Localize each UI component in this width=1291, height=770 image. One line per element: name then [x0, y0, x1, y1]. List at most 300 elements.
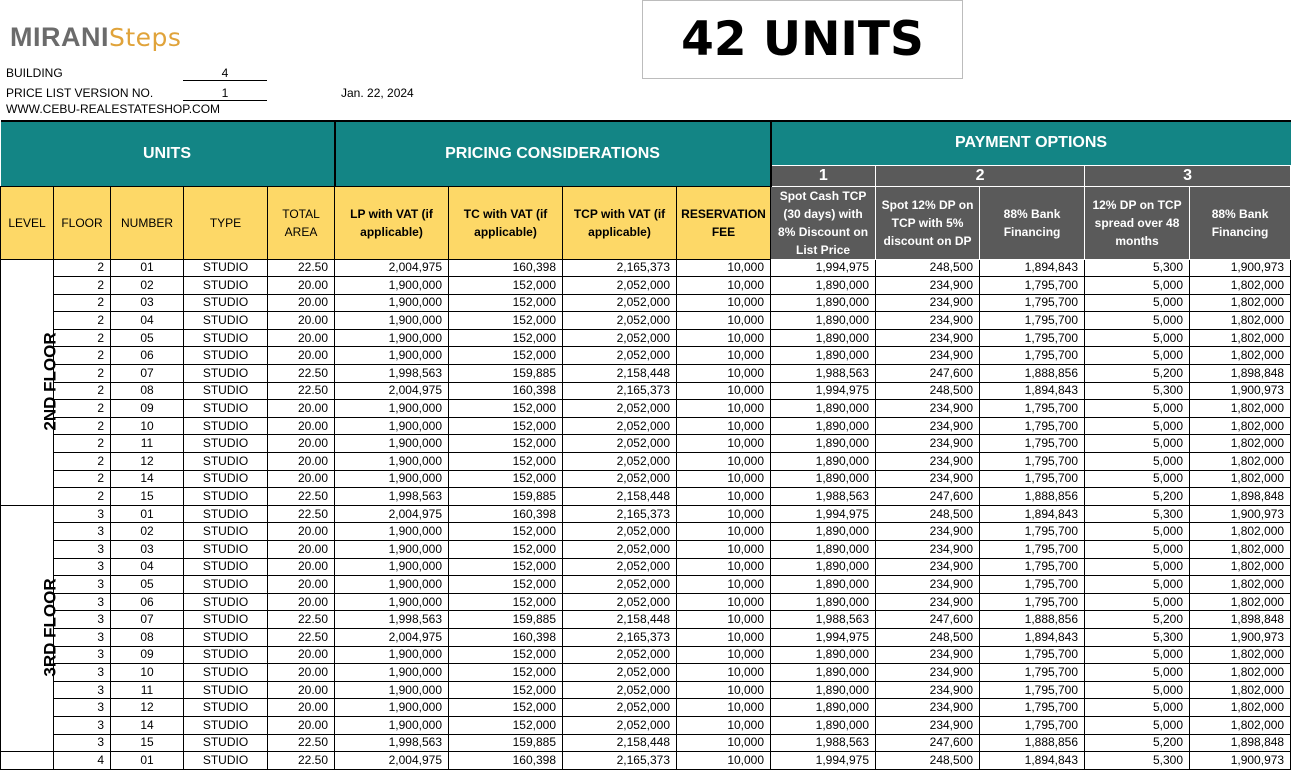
table-cell: STUDIO: [184, 347, 268, 365]
table-cell: 01: [111, 505, 184, 523]
col-bank-financing-2: 88% Bank Financing: [980, 186, 1085, 259]
table-cell: 5,000: [1085, 400, 1190, 418]
table-cell: 1,994,975: [771, 752, 876, 770]
units-total: 42 UNITS: [642, 0, 963, 79]
table-cell: 5,200: [1085, 611, 1190, 629]
table-cell: 160,398: [449, 628, 563, 646]
table-cell: 2: [54, 453, 111, 471]
table-row: [1, 752, 1291, 770]
table-cell: STUDIO: [184, 541, 268, 559]
table-cell: 1,802,000: [1190, 541, 1291, 559]
table-cell: 03: [111, 294, 184, 312]
table-cell: 10,000: [677, 664, 771, 682]
col-total-area: TOTAL AREA: [268, 186, 335, 259]
table-cell: 5,000: [1085, 329, 1190, 347]
table-cell: 2,052,000: [563, 716, 677, 734]
table-cell: 1,898,848: [1190, 488, 1291, 506]
table-cell: STUDIO: [184, 558, 268, 576]
table-cell: 1,888,856: [980, 365, 1085, 383]
table-row: [1, 576, 1291, 594]
table-cell: 08: [111, 628, 184, 646]
table-cell: 1,900,000: [335, 347, 449, 365]
table-cell: 1,795,700: [980, 329, 1085, 347]
table-cell: STUDIO: [184, 400, 268, 418]
table-cell: 5,300: [1085, 505, 1190, 523]
table-cell: 04: [111, 558, 184, 576]
table-cell: STUDIO: [184, 734, 268, 752]
table-cell: 3: [54, 664, 111, 682]
table-cell: 152,000: [449, 453, 563, 471]
table-cell: STUDIO: [184, 435, 268, 453]
table-cell: 12: [111, 699, 184, 717]
table-cell: 5,000: [1085, 470, 1190, 488]
table-cell: 10,000: [677, 277, 771, 295]
table-cell: 1,890,000: [771, 453, 876, 471]
table-cell: 22.50: [268, 259, 335, 277]
table-cell: 22.50: [268, 752, 335, 770]
table-cell: 14: [111, 470, 184, 488]
table-cell: 1,900,000: [335, 417, 449, 435]
table-row: [1, 312, 1291, 330]
table-cell: 10,000: [677, 382, 771, 400]
table-cell: STUDIO: [184, 417, 268, 435]
table-cell: 234,900: [876, 576, 980, 594]
table-cell: 1,802,000: [1190, 646, 1291, 664]
table-cell: 2,052,000: [563, 435, 677, 453]
table-cell: 1,900,000: [335, 699, 449, 717]
table-cell: 1,890,000: [771, 312, 876, 330]
table-cell: STUDIO: [184, 488, 268, 506]
table-cell: 1,900,000: [335, 593, 449, 611]
table-row: [1, 664, 1291, 682]
table-row: [1, 470, 1291, 488]
table-cell: 1,795,700: [980, 347, 1085, 365]
table-cell: 20.00: [268, 681, 335, 699]
table-cell: 1,802,000: [1190, 576, 1291, 594]
table-cell: 10,000: [677, 541, 771, 559]
table-cell: 1,988,563: [771, 365, 876, 383]
table-cell: 5,000: [1085, 593, 1190, 611]
table-cell: 2,052,000: [563, 681, 677, 699]
table-cell: 5,000: [1085, 699, 1190, 717]
table-cell: 1,795,700: [980, 593, 1085, 611]
table-cell: 1,802,000: [1190, 593, 1291, 611]
website-link[interactable]: WWW.CEBU-REALESTATESHOP.COM: [6, 102, 221, 116]
table-cell: 12: [111, 453, 184, 471]
table-cell: 06: [111, 347, 184, 365]
table-cell: 10,000: [677, 329, 771, 347]
table-cell: 10,000: [677, 716, 771, 734]
table-row: [1, 382, 1291, 400]
table-cell: 5,000: [1085, 453, 1190, 471]
table-cell: 247,600: [876, 734, 980, 752]
col-tc-vat: TC with VAT (if applicable): [449, 186, 563, 259]
table-cell: 2,052,000: [563, 699, 677, 717]
table-cell: 152,000: [449, 593, 563, 611]
table-cell: 10,000: [677, 435, 771, 453]
table-cell: 10,000: [677, 611, 771, 629]
table-cell: 1,802,000: [1190, 558, 1291, 576]
table-cell: 1,795,700: [980, 699, 1085, 717]
version-label: PRICE LIST VERSION NO.: [6, 86, 154, 100]
table-cell: 20.00: [268, 400, 335, 418]
building-value: 4: [183, 66, 267, 81]
table-cell: 152,000: [449, 646, 563, 664]
table-cell: 1,890,000: [771, 523, 876, 541]
table-cell: 20.00: [268, 664, 335, 682]
table-cell: 152,000: [449, 664, 563, 682]
table-cell: 1,994,975: [771, 382, 876, 400]
table-cell: 3: [54, 716, 111, 734]
table-cell: 160,398: [449, 505, 563, 523]
table-cell: 22.50: [268, 365, 335, 383]
table-cell: 1,890,000: [771, 470, 876, 488]
level-cell: [1, 259, 60, 505]
table-cell: 10,000: [677, 734, 771, 752]
table-cell: 2,052,000: [563, 523, 677, 541]
table-cell: 1,890,000: [771, 576, 876, 594]
table-cell: 234,900: [876, 312, 980, 330]
table-cell: 09: [111, 646, 184, 664]
table-cell: 5,000: [1085, 716, 1190, 734]
table-cell: 10,000: [677, 681, 771, 699]
table-cell: 1,900,973: [1190, 752, 1291, 770]
table-cell: 5,000: [1085, 523, 1190, 541]
table-cell: 1,795,700: [980, 681, 1085, 699]
table-cell: 1,900,973: [1190, 628, 1291, 646]
table-cell: 3: [54, 523, 111, 541]
col-type: TYPE: [184, 186, 268, 259]
col-spot-dp: Spot 12% DP on TCP with 5% discount on DP: [876, 186, 980, 259]
table-cell: 2,004,975: [335, 259, 449, 277]
table-cell: 5,000: [1085, 277, 1190, 295]
table-cell: 1,888,856: [980, 488, 1085, 506]
table-row: [1, 329, 1291, 347]
table-cell: 234,900: [876, 541, 980, 559]
table-row: [1, 646, 1291, 664]
table-cell: 234,900: [876, 646, 980, 664]
table-cell: 234,900: [876, 294, 980, 312]
table-cell: 234,900: [876, 699, 980, 717]
table-cell: 152,000: [449, 716, 563, 734]
table-cell: 10,000: [677, 488, 771, 506]
table-cell: 152,000: [449, 312, 563, 330]
table-cell: 1,795,700: [980, 541, 1085, 559]
table-cell: 159,885: [449, 611, 563, 629]
table-cell: 1,890,000: [771, 593, 876, 611]
table-cell: STUDIO: [184, 576, 268, 594]
table-cell: 07: [111, 365, 184, 383]
table-cell: 20.00: [268, 558, 335, 576]
table-cell: 5,000: [1085, 664, 1190, 682]
table-cell: 1,898,848: [1190, 365, 1291, 383]
table-row: [1, 558, 1291, 576]
table-cell: STUDIO: [184, 453, 268, 471]
col-lp-vat: LP with VAT (if applicable): [335, 186, 449, 259]
table-cell: 5,000: [1085, 541, 1190, 559]
table-cell: 2,052,000: [563, 541, 677, 559]
table-row: [1, 541, 1291, 559]
table-cell: 20.00: [268, 470, 335, 488]
table-cell: STUDIO: [184, 470, 268, 488]
table-cell: 1,994,975: [771, 505, 876, 523]
table-cell: 1,900,000: [335, 681, 449, 699]
table-cell: 22.50: [268, 628, 335, 646]
table-cell: 5,300: [1085, 752, 1190, 770]
table-cell: 10,000: [677, 699, 771, 717]
table-cell: 3: [54, 628, 111, 646]
table-cell: 2: [54, 435, 111, 453]
table-cell: 20.00: [268, 277, 335, 295]
table-cell: STUDIO: [184, 312, 268, 330]
table-cell: 11: [111, 681, 184, 699]
table-cell: 5,000: [1085, 646, 1190, 664]
table-cell: STUDIO: [184, 699, 268, 717]
table-cell: 5,300: [1085, 382, 1190, 400]
table-cell: 02: [111, 277, 184, 295]
table-cell: 1,802,000: [1190, 716, 1291, 734]
table-cell: 10,000: [677, 417, 771, 435]
table-cell: 1,795,700: [980, 716, 1085, 734]
table-cell: 234,900: [876, 470, 980, 488]
table-cell: 1,998,563: [335, 734, 449, 752]
table-cell: 22.50: [268, 488, 335, 506]
table-cell: 1,894,843: [980, 382, 1085, 400]
table-cell: 234,900: [876, 435, 980, 453]
table-cell: 1,795,700: [980, 400, 1085, 418]
table-cell: 06: [111, 593, 184, 611]
table-row: [1, 505, 1291, 523]
table-cell: 248,500: [876, 505, 980, 523]
table-cell: 160,398: [449, 382, 563, 400]
table-cell: 5,000: [1085, 558, 1190, 576]
table-cell: 2,004,975: [335, 628, 449, 646]
table-cell: 1,988,563: [771, 611, 876, 629]
table-row: [1, 347, 1291, 365]
table-cell: 20.00: [268, 294, 335, 312]
col-reservation-fee: RESERVATION FEE: [677, 186, 771, 259]
logo-sub: Steps: [109, 23, 182, 52]
table-cell: 2,004,975: [335, 505, 449, 523]
table-cell: 2: [54, 277, 111, 295]
table-cell: STUDIO: [184, 329, 268, 347]
table-cell: 1,890,000: [771, 541, 876, 559]
table-cell: 10,000: [677, 505, 771, 523]
table-cell: 10,000: [677, 576, 771, 594]
table-cell: 1,900,000: [335, 453, 449, 471]
option-number-1: 1: [771, 165, 876, 186]
table-cell: 5,000: [1085, 681, 1190, 699]
table-cell: 1,900,000: [335, 576, 449, 594]
table-cell: STUDIO: [184, 716, 268, 734]
table-cell: 22.50: [268, 382, 335, 400]
table-cell: 2: [54, 365, 111, 383]
table-cell: 234,900: [876, 417, 980, 435]
table-cell: 01: [111, 259, 184, 277]
table-cell: 22.50: [268, 505, 335, 523]
table-cell: 2,052,000: [563, 417, 677, 435]
table-row: [1, 523, 1291, 541]
table-cell: 247,600: [876, 611, 980, 629]
table-cell: 1,900,973: [1190, 382, 1291, 400]
table-cell: 1,890,000: [771, 417, 876, 435]
table-cell: 1,890,000: [771, 400, 876, 418]
table-cell: 1,888,856: [980, 611, 1085, 629]
table-cell: 5,000: [1085, 347, 1190, 365]
table-cell: STUDIO: [184, 365, 268, 383]
group-pricing: PRICING CONSIDERATIONS: [335, 121, 771, 186]
level-cell: [1, 752, 54, 770]
table-cell: 1,802,000: [1190, 312, 1291, 330]
table-row: [1, 681, 1291, 699]
table-cell: 05: [111, 576, 184, 594]
table-cell: 2: [54, 259, 111, 277]
table-cell: 2,165,373: [563, 505, 677, 523]
table-cell: 1,894,843: [980, 259, 1085, 277]
table-cell: 248,500: [876, 628, 980, 646]
table-cell: 10,000: [677, 593, 771, 611]
table-cell: 22.50: [268, 611, 335, 629]
table-cell: 2,158,448: [563, 488, 677, 506]
table-cell: 20.00: [268, 347, 335, 365]
table-row: [1, 628, 1291, 646]
table-cell: 5,200: [1085, 488, 1190, 506]
table-cell: 08: [111, 382, 184, 400]
table-cell: 5,000: [1085, 435, 1190, 453]
table-cell: 2,052,000: [563, 470, 677, 488]
table-cell: 1,994,975: [771, 259, 876, 277]
table-cell: 159,885: [449, 734, 563, 752]
table-row: [1, 259, 1291, 277]
table-cell: 1,802,000: [1190, 400, 1291, 418]
table-cell: 152,000: [449, 417, 563, 435]
table-cell: 3: [54, 541, 111, 559]
table-cell: 3: [54, 734, 111, 752]
table-cell: 1,802,000: [1190, 453, 1291, 471]
table-cell: 2,052,000: [563, 329, 677, 347]
table-cell: 2,052,000: [563, 400, 677, 418]
table-cell: 10: [111, 664, 184, 682]
table-cell: 234,900: [876, 453, 980, 471]
table-cell: 152,000: [449, 541, 563, 559]
table-cell: STUDIO: [184, 523, 268, 541]
table-cell: 3: [54, 576, 111, 594]
table-cell: 10,000: [677, 259, 771, 277]
table-cell: 1,802,000: [1190, 347, 1291, 365]
table-cell: 1,894,843: [980, 505, 1085, 523]
table-cell: 10,000: [677, 628, 771, 646]
table-cell: 1,900,000: [335, 646, 449, 664]
table-cell: 1,802,000: [1190, 523, 1291, 541]
table-cell: 1,894,843: [980, 752, 1085, 770]
table-cell: 10: [111, 417, 184, 435]
table-cell: 5,200: [1085, 365, 1190, 383]
table-row: [1, 277, 1291, 295]
version-value: 1: [183, 86, 267, 101]
col-dp-48-months: 12% DP on TCP spread over 48 months: [1085, 186, 1190, 259]
table-cell: 160,398: [449, 752, 563, 770]
table-cell: 20.00: [268, 435, 335, 453]
table-cell: 234,900: [876, 664, 980, 682]
table-cell: 152,000: [449, 435, 563, 453]
level-cell: [1, 505, 60, 751]
table-cell: 20.00: [268, 417, 335, 435]
table-cell: 1,802,000: [1190, 329, 1291, 347]
table-cell: 2,052,000: [563, 312, 677, 330]
table-row: [1, 699, 1291, 717]
group-units: UNITS: [1, 121, 335, 186]
table-cell: 234,900: [876, 523, 980, 541]
option-number-3: 3: [1085, 165, 1291, 186]
table-cell: 3: [54, 593, 111, 611]
table-cell: 1,802,000: [1190, 664, 1291, 682]
table-cell: 1,900,000: [335, 277, 449, 295]
table-cell: 2,052,000: [563, 664, 677, 682]
table-cell: 10,000: [677, 752, 771, 770]
table-row: [1, 417, 1291, 435]
table-cell: 2: [54, 488, 111, 506]
table-cell: 10,000: [677, 646, 771, 664]
table-cell: 234,900: [876, 716, 980, 734]
table-row: [1, 294, 1291, 312]
table-cell: 234,900: [876, 681, 980, 699]
table-cell: 1,998,563: [335, 488, 449, 506]
table-cell: 20.00: [268, 576, 335, 594]
table-cell: STUDIO: [184, 611, 268, 629]
table-cell: 5,300: [1085, 628, 1190, 646]
table-cell: 152,000: [449, 294, 563, 312]
table-cell: 1,890,000: [771, 699, 876, 717]
table-cell: 159,885: [449, 365, 563, 383]
table-cell: 2: [54, 294, 111, 312]
table-cell: 2,052,000: [563, 558, 677, 576]
table-cell: 159,885: [449, 488, 563, 506]
table-cell: 2,165,373: [563, 259, 677, 277]
table-cell: STUDIO: [184, 277, 268, 295]
table-cell: 2,165,373: [563, 628, 677, 646]
table-cell: 1,998,563: [335, 611, 449, 629]
table-cell: 152,000: [449, 277, 563, 295]
table-cell: 1,900,000: [335, 435, 449, 453]
table-cell: 2,158,448: [563, 365, 677, 383]
table-cell: 1,900,000: [335, 312, 449, 330]
table-cell: 10,000: [677, 453, 771, 471]
table-cell: 2,052,000: [563, 347, 677, 365]
table-cell: 1,795,700: [980, 277, 1085, 295]
table-cell: 11: [111, 435, 184, 453]
table-cell: 02: [111, 523, 184, 541]
table-cell: 22.50: [268, 734, 335, 752]
table-cell: 2,052,000: [563, 576, 677, 594]
table-cell: 20.00: [268, 523, 335, 541]
table-cell: 152,000: [449, 681, 563, 699]
table-cell: 1,802,000: [1190, 435, 1291, 453]
table-cell: 1,890,000: [771, 329, 876, 347]
table-cell: 1,890,000: [771, 646, 876, 664]
table-cell: 152,000: [449, 558, 563, 576]
table-cell: 160,398: [449, 259, 563, 277]
table-cell: 20.00: [268, 699, 335, 717]
table-cell: 1,795,700: [980, 664, 1085, 682]
table-cell: 2,052,000: [563, 646, 677, 664]
table-cell: 234,900: [876, 277, 980, 295]
table-cell: 3: [54, 646, 111, 664]
table-cell: 2,004,975: [335, 382, 449, 400]
table-cell: 2,052,000: [563, 294, 677, 312]
table-cell: 04: [111, 312, 184, 330]
table-cell: 1,795,700: [980, 312, 1085, 330]
table-cell: 1,900,000: [335, 470, 449, 488]
